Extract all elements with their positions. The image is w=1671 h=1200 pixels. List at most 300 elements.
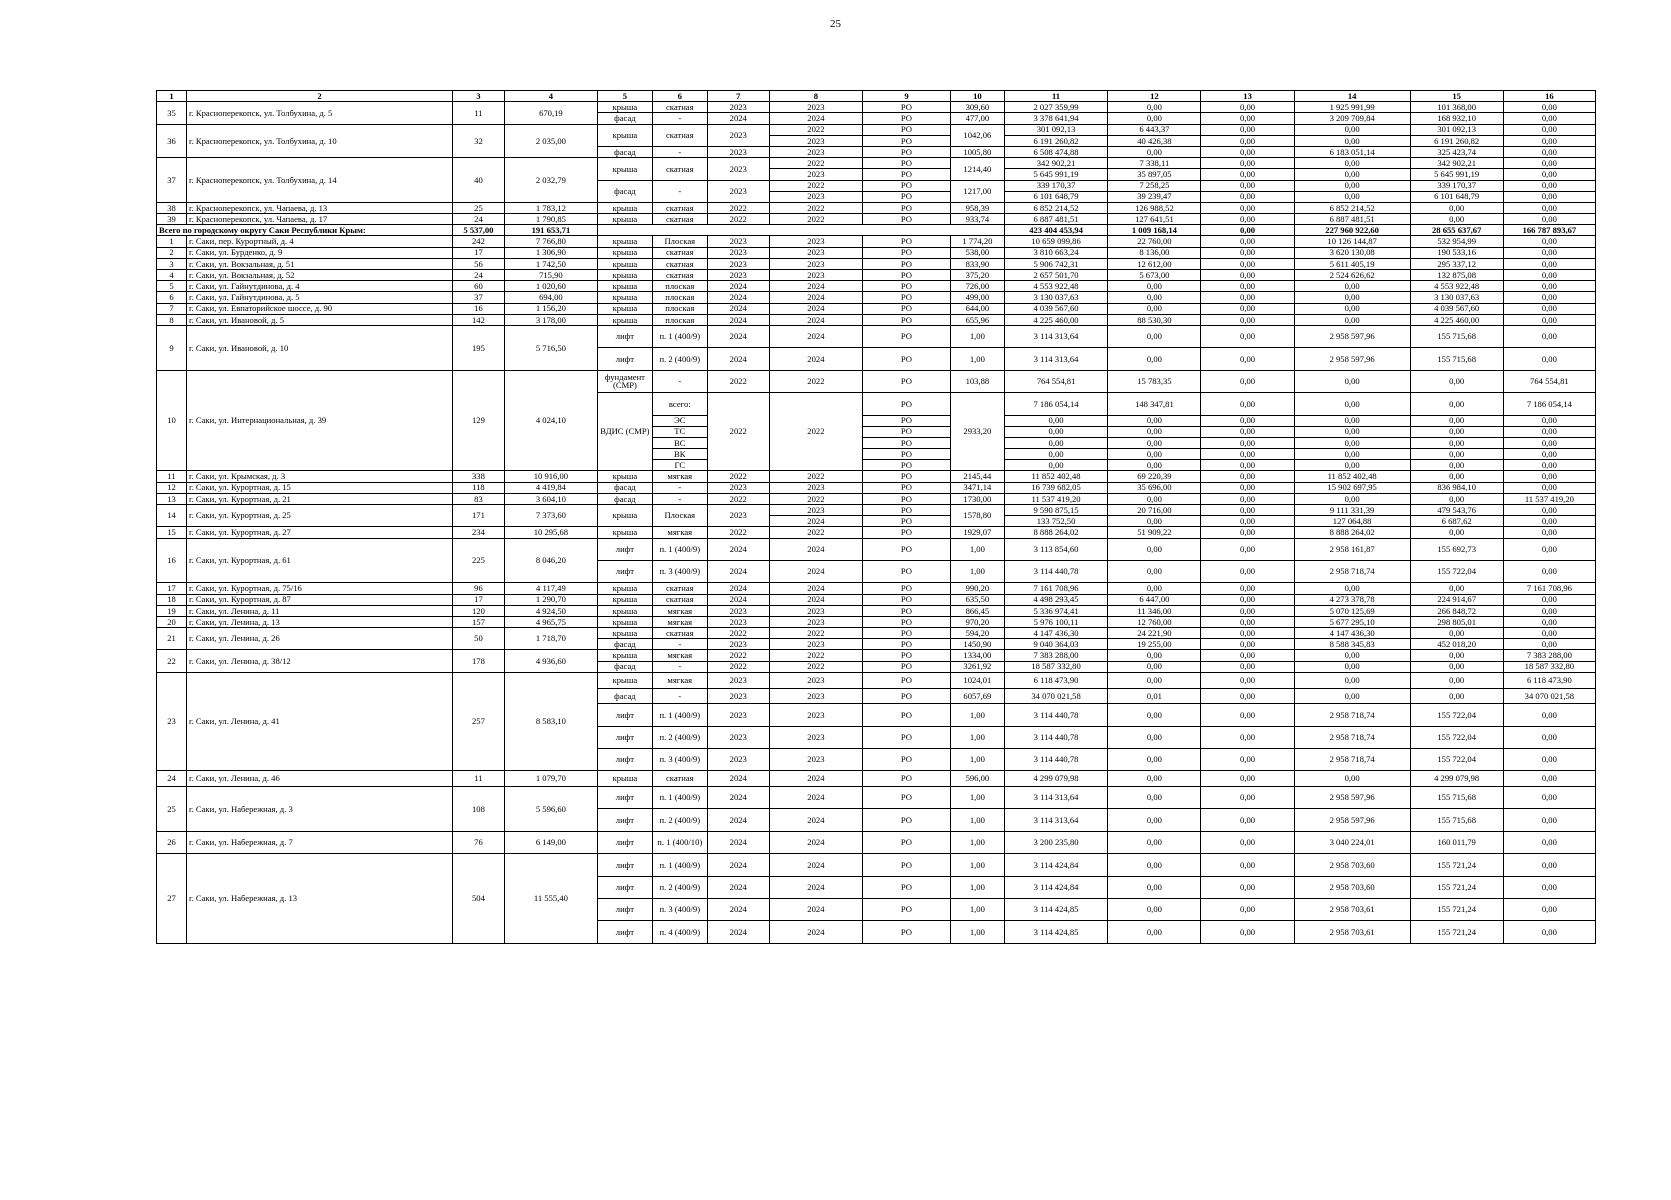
table-cell: 1,00: [950, 876, 1004, 898]
address-cell: г. Саки, ул. Ленина, д. 13: [187, 616, 453, 627]
address-cell: г. Саки, пер. Курортный, д. 4: [187, 236, 453, 247]
table-cell: 4 299 079,98: [1004, 771, 1108, 787]
table-cell: 3 114 440,78: [1004, 704, 1108, 726]
table-cell: 34 070 021,58: [1503, 688, 1595, 704]
table-cell: 3 114 313,64: [1004, 809, 1108, 831]
table-cell: 39: [157, 214, 187, 225]
table-cell: 0,00: [1503, 124, 1595, 135]
table-cell: 2024: [707, 898, 769, 920]
table-row: [157, 854, 1596, 876]
table-cell: 0,00: [1201, 370, 1294, 392]
table-cell: 166 787 893,67: [1503, 225, 1595, 236]
table-cell: скатная: [652, 102, 707, 113]
table-cell: 2: [157, 247, 187, 258]
table-cell: 38: [157, 202, 187, 213]
table-cell: 0,00: [1004, 415, 1108, 426]
table-row: [157, 771, 1596, 787]
table-cell: 2 958 597,96: [1294, 348, 1410, 370]
table-cell: 15: [157, 527, 187, 538]
table-cell: 3: [157, 258, 187, 269]
address-cell: г. Красноперекопск, ул. Толбухина, д. 14: [187, 158, 453, 203]
address-cell: г. Саки, ул. Курортная, д. 61: [187, 538, 453, 583]
table-cell: РО: [862, 787, 950, 809]
table-row: [157, 214, 1596, 225]
table-cell: 4 147 436,30: [1294, 628, 1410, 639]
table-cell: 5 611 405,19: [1294, 258, 1410, 269]
table-cell: 190 533,16: [1410, 247, 1503, 258]
table-cell: 2024: [769, 292, 862, 303]
table-cell: 171: [453, 505, 505, 527]
table-cell: 1214,40: [950, 158, 1004, 180]
table-cell: 1: [157, 236, 187, 247]
table-cell: скатная: [652, 202, 707, 213]
page-number: 25: [830, 18, 841, 30]
table-cell: 0,00: [1503, 314, 1595, 325]
table-cell: РО: [862, 314, 950, 325]
table-cell: 715,90: [504, 270, 597, 281]
table-cell: 0,00: [1201, 594, 1294, 605]
table-cell: 2024: [769, 538, 862, 560]
table-cell: 1,00: [950, 325, 1004, 347]
table-cell: РО: [862, 146, 950, 157]
table-cell: 5 976 100,11: [1004, 616, 1108, 627]
address-cell: г. Саки, ул. Набережная, д. 3: [187, 787, 453, 832]
table-cell: РО: [862, 493, 950, 504]
table-cell: 0,00: [1108, 898, 1201, 920]
table-cell: ТС: [652, 426, 707, 437]
table-cell: 2023: [707, 688, 769, 704]
table-row: [157, 605, 1596, 616]
table-cell: 339 170,37: [1004, 180, 1108, 191]
table-cell: 2022: [707, 202, 769, 213]
table-cell: скатная: [652, 771, 707, 787]
table-cell: 0,00: [1108, 672, 1201, 688]
table-cell: 2023: [707, 158, 769, 180]
table-cell: 17: [453, 247, 505, 258]
table-cell: 0,00: [1503, 214, 1595, 225]
table-cell: 2022: [707, 370, 769, 392]
table-cell: -: [652, 113, 707, 124]
table-cell: фасад: [597, 493, 652, 504]
table-cell: 13: [157, 493, 187, 504]
address-cell: г. Саки, ул. Интернациональная, д. 39: [187, 370, 453, 471]
table-cell: 655,96: [950, 314, 1004, 325]
table-cell: 25: [453, 202, 505, 213]
table-cell: 0,00: [1294, 303, 1410, 314]
table-cell: 2024: [769, 921, 862, 943]
table-cell: РО: [862, 560, 950, 582]
table-cell: 0,00: [1201, 493, 1294, 504]
table-cell: 5 677 295,10: [1294, 616, 1410, 627]
table-cell: скатная: [652, 258, 707, 269]
table-cell: 19: [157, 605, 187, 616]
table-cell: 155 722,04: [1410, 560, 1503, 582]
table-cell: [597, 225, 1004, 236]
table-cell: 2 958 718,74: [1294, 560, 1410, 582]
table-cell: 452 018,20: [1410, 639, 1503, 650]
table-cell: РО: [862, 628, 950, 639]
table-cell: крыша: [597, 236, 652, 247]
table-cell: 2023: [707, 146, 769, 157]
table-cell: 2024: [769, 281, 862, 292]
table-cell: РО: [862, 809, 950, 831]
table-cell: 0,00: [1503, 594, 1595, 605]
table-cell: 227 960 922,60: [1294, 225, 1410, 236]
table-cell: 0,00: [1004, 449, 1108, 460]
table-cell: 0,00: [1294, 583, 1410, 594]
table-cell: 0,00: [1201, 527, 1294, 538]
table-cell: фасад: [597, 639, 652, 650]
table-cell: 1217,00: [950, 180, 1004, 202]
table-cell: 2023: [707, 748, 769, 770]
table-cell: 1 790,85: [504, 214, 597, 225]
table-cell: 2023: [707, 639, 769, 650]
table-cell: 19 255,00: [1108, 639, 1201, 650]
table-cell: 2022: [769, 661, 862, 672]
table-cell: 0,00: [1201, 639, 1294, 650]
table-cell: 2023: [769, 639, 862, 650]
table-cell: фасад: [597, 482, 652, 493]
table-cell: 2024: [707, 831, 769, 853]
table-cell: 933,74: [950, 214, 1004, 225]
table-cell: РО: [862, 921, 950, 943]
table-cell: 2023: [707, 672, 769, 688]
table-cell: ЭС: [652, 415, 707, 426]
table-cell: 0,00: [1503, 191, 1595, 202]
table-cell: 132 875,08: [1410, 270, 1503, 281]
table-cell: 2023: [769, 616, 862, 627]
table-cell: 7 383 288,00: [1503, 650, 1595, 661]
table-cell: 0,00: [1108, 281, 1201, 292]
table-cell: 2022: [769, 124, 862, 135]
table-cell: 0,00: [1108, 809, 1201, 831]
table-cell: лифт: [597, 325, 652, 347]
table-cell: 2022: [769, 393, 862, 471]
address-cell: г. Саки, ул. Ленина, д. 41: [187, 672, 453, 771]
table-cell: 2 958 718,74: [1294, 704, 1410, 726]
table-cell: 0,00: [1503, 616, 1595, 627]
table-cell: 2024: [707, 594, 769, 605]
table-cell: скатная: [652, 158, 707, 180]
table-cell: 0,00: [1503, 527, 1595, 538]
table-cell: 2022: [769, 370, 862, 392]
table-cell: мягкая: [652, 605, 707, 616]
table-cell: 2024: [707, 325, 769, 347]
table-cell: 644,00: [950, 303, 1004, 314]
table-cell: 0,00: [1201, 348, 1294, 370]
table-cell: 0,00: [1503, 771, 1595, 787]
table-cell: 2024: [707, 876, 769, 898]
table-cell: мягкая: [652, 527, 707, 538]
table-cell: 2024: [769, 831, 862, 853]
table-cell: 11: [453, 102, 505, 124]
table-cell: 0,00: [1201, 876, 1294, 898]
table-cell: 764 554,81: [1503, 370, 1595, 392]
table-cell: 6 887 481,51: [1294, 214, 1410, 225]
table-cell: 2023: [707, 270, 769, 281]
table-cell: 0,00: [1108, 560, 1201, 582]
table-cell: 0,00: [1503, 460, 1595, 471]
table-cell: 0,00: [1503, 605, 1595, 616]
table-cell: РО: [862, 538, 950, 560]
table-cell: 83: [453, 493, 505, 504]
table-cell: 1,00: [950, 704, 1004, 726]
table-cell: 56: [453, 258, 505, 269]
table-cell: 301 092,13: [1004, 124, 1108, 135]
table-cell: РО: [862, 704, 950, 726]
table-cell: 1,00: [950, 921, 1004, 943]
table-cell: 339 170,37: [1410, 180, 1503, 191]
table-cell: 155 692,73: [1410, 538, 1503, 560]
table-cell: РО: [862, 898, 950, 920]
table-cell: РО: [862, 325, 950, 347]
address-cell: Всего по городскому округу Саки Республики Крым:: [157, 225, 453, 236]
table-cell: 596,00: [950, 771, 1004, 787]
table-cell: 2145,44: [950, 471, 1004, 482]
table-cell: п. 1 (400/9): [652, 325, 707, 347]
table-cell: 24: [453, 270, 505, 281]
table-row: [157, 281, 1596, 292]
table-cell: 0,00: [1503, 516, 1595, 527]
table-cell: 22 760,00: [1108, 236, 1201, 247]
table-cell: 157: [453, 616, 505, 627]
table-cell: 0,00: [1201, 628, 1294, 639]
table-row: [157, 370, 1596, 392]
table-cell: 23: [157, 672, 187, 771]
table-cell: 0,00: [1108, 538, 1201, 560]
table-cell: 15 783,35: [1108, 370, 1201, 392]
table-cell: РО: [862, 247, 950, 258]
table-cell: -: [652, 146, 707, 157]
table-cell: 2024: [707, 787, 769, 809]
table-cell: лифт: [597, 787, 652, 809]
table-cell: 1 020,60: [504, 281, 597, 292]
header-cell: 11: [1004, 91, 1108, 102]
table-cell: 0,00: [1410, 393, 1503, 415]
table-row: [157, 672, 1596, 688]
table-cell: 15 902 697,95: [1294, 482, 1410, 493]
table-cell: плоская: [652, 292, 707, 303]
table-cell: РО: [862, 214, 950, 225]
table-cell: 0,00: [1294, 370, 1410, 392]
table-cell: 2022: [769, 202, 862, 213]
table-cell: крыша: [597, 505, 652, 527]
table-cell: 0,00: [1201, 704, 1294, 726]
address-cell: г. Саки, ул. Ленина, д. 46: [187, 771, 453, 787]
table-cell: 37: [453, 292, 505, 303]
table-cell: 7 186 054,14: [1503, 393, 1595, 415]
table-cell: 12 612,00: [1108, 258, 1201, 269]
table-cell: 3 114 313,64: [1004, 348, 1108, 370]
table-cell: 3 114 440,78: [1004, 748, 1108, 770]
table-cell: 325 423,74: [1410, 146, 1503, 157]
table-cell: 0,00: [1108, 787, 1201, 809]
table-cell: РО: [862, 831, 950, 853]
table-row: [157, 102, 1596, 113]
table-cell: 0,00: [1503, 292, 1595, 303]
table-cell: 0,00: [1201, 482, 1294, 493]
table-cell: фундамент (СМР): [597, 370, 652, 392]
table-cell: крыша: [597, 214, 652, 225]
table-cell: 39 239,47: [1108, 191, 1201, 202]
table-cell: 0,00: [1108, 348, 1201, 370]
table-cell: 0,00: [1201, 202, 1294, 213]
table-cell: 11 852 402,48: [1004, 471, 1108, 482]
table-cell: 0,00: [1410, 471, 1503, 482]
table-cell: 0,00: [1201, 314, 1294, 325]
table-cell: 2024: [707, 854, 769, 876]
table-cell: 2024: [707, 809, 769, 831]
table-cell: 4 024,10: [504, 370, 597, 471]
table-row: [157, 258, 1596, 269]
table-cell: 2024: [769, 560, 862, 582]
table-cell: 0,00: [1503, 876, 1595, 898]
table-cell: 2023: [707, 247, 769, 258]
table-cell: 0,00: [1108, 831, 1201, 853]
table-cell: 2024: [769, 854, 862, 876]
table-cell: 2022: [707, 214, 769, 225]
table-cell: 5 070 125,69: [1294, 605, 1410, 616]
table-cell: крыша: [597, 102, 652, 113]
table-cell: 11 555,40: [504, 854, 597, 944]
table-cell: мягкая: [652, 672, 707, 688]
table-cell: крыша: [597, 314, 652, 325]
table-cell: 0,00: [1201, 236, 1294, 247]
table-cell: 126 988,52: [1108, 202, 1201, 213]
table-cell: 4 225 460,00: [1004, 314, 1108, 325]
table-cell: 342 902,21: [1004, 158, 1108, 169]
table-cell: 16: [453, 303, 505, 314]
table-cell: 0,00: [1294, 672, 1410, 688]
header-cell: 12: [1108, 91, 1201, 102]
table-cell: 2023: [769, 726, 862, 748]
table-cell: 298 805,01: [1410, 616, 1503, 627]
table-cell: 0,00: [1201, 672, 1294, 688]
table-cell: п. 3 (400/9): [652, 898, 707, 920]
table-cell: 6 101 648,79: [1410, 191, 1503, 202]
table-cell: 2023: [769, 505, 862, 516]
table-cell: 504: [453, 854, 505, 944]
table-cell: лифт: [597, 704, 652, 726]
table-row: [157, 236, 1596, 247]
table-cell: РО: [862, 158, 950, 169]
table-cell: 4 117,49: [504, 583, 597, 594]
table-cell: 0,00: [1410, 583, 1503, 594]
table-cell: 0,00: [1503, 898, 1595, 920]
table-cell: 0,00: [1503, 921, 1595, 943]
table-cell: 0,00: [1201, 281, 1294, 292]
table-cell: 2024: [707, 771, 769, 787]
table-cell: крыша: [597, 292, 652, 303]
table-cell: 10 126 144,87: [1294, 236, 1410, 247]
table-cell: 76: [453, 831, 505, 853]
table-cell: 0,00: [1201, 471, 1294, 482]
table-cell: скатная: [652, 583, 707, 594]
table-cell: 2022: [707, 661, 769, 672]
table-cell: 2024: [707, 921, 769, 943]
table-cell: 2023: [707, 180, 769, 202]
table-cell: 3 114 440,78: [1004, 726, 1108, 748]
table-cell: 0,00: [1004, 460, 1108, 471]
table-cell: 726,00: [950, 281, 1004, 292]
table-cell: 16 739 682,05: [1004, 482, 1108, 493]
table-cell: 8: [157, 314, 187, 325]
table-cell: 0,00: [1108, 748, 1201, 770]
table-row: [157, 831, 1596, 853]
table-cell: 2023: [707, 616, 769, 627]
table-cell: 11: [453, 771, 505, 787]
table-cell: 11 852 402,48: [1294, 471, 1410, 482]
table-cell: 0,00: [1410, 628, 1503, 639]
table-cell: 2023: [769, 102, 862, 113]
table-cell: 2023: [707, 258, 769, 269]
table-cell: 0,00: [1294, 292, 1410, 303]
table-cell: 6 887 481,51: [1004, 214, 1108, 225]
table-cell: 5 673,00: [1108, 270, 1201, 281]
table-cell: 24: [157, 771, 187, 787]
table-cell: 7 383 288,00: [1004, 650, 1108, 661]
table-cell: 0,00: [1503, 325, 1595, 347]
table-cell: 0,00: [1503, 560, 1595, 582]
table-cell: 18 587 332,80: [1503, 661, 1595, 672]
table-cell: крыша: [597, 471, 652, 482]
table-cell: РО: [862, 303, 950, 314]
table-cell: крыша: [597, 650, 652, 661]
table-cell: 2022: [707, 393, 769, 471]
table-cell: 2022: [707, 650, 769, 661]
table-row: [157, 471, 1596, 482]
table-cell: 309,60: [950, 102, 1004, 113]
table-cell: 118: [453, 482, 505, 493]
header-cell: 9: [862, 91, 950, 102]
table-cell: 0,00: [1201, 605, 1294, 616]
table-cell: 0,00: [1108, 704, 1201, 726]
table-cell: крыша: [597, 158, 652, 180]
table-cell: 5 906 742,31: [1004, 258, 1108, 269]
table-cell: 0,00: [1108, 102, 1201, 113]
table-cell: 257: [453, 672, 505, 771]
table-cell: 2 958 703,61: [1294, 898, 1410, 920]
table-cell: 866,45: [950, 605, 1004, 616]
table-cell: 2023: [707, 726, 769, 748]
table-cell: 2023: [769, 258, 862, 269]
table-cell: 0,00: [1201, 538, 1294, 560]
table-cell: 3 114 313,64: [1004, 325, 1108, 347]
table-cell: 0,00: [1294, 415, 1410, 426]
table-cell: 6 118 473,90: [1503, 672, 1595, 688]
table-cell: 0,00: [1294, 688, 1410, 704]
table-cell: крыша: [597, 270, 652, 281]
table-cell: РО: [862, 639, 950, 650]
table-cell: 0,00: [1410, 202, 1503, 213]
table-cell: 5 645 991,19: [1410, 169, 1503, 180]
table-cell: скатная: [652, 594, 707, 605]
table-cell: 35 696,00: [1108, 482, 1201, 493]
table-cell: 234: [453, 527, 505, 538]
table-cell: 40: [453, 158, 505, 203]
table-cell: 3 114 424,85: [1004, 921, 1108, 943]
table-cell: 10 295,68: [504, 527, 597, 538]
table-cell: 538,00: [950, 247, 1004, 258]
table-cell: лифт: [597, 726, 652, 748]
table-cell: 2023: [707, 505, 769, 527]
address-cell: г. Саки, ул. Набережная, д. 7: [187, 831, 453, 853]
table-cell: 0,00: [1201, 258, 1294, 269]
table-cell: 2024: [707, 113, 769, 124]
table-cell: 0,00: [1503, 135, 1595, 146]
table-cell: 2 958 703,60: [1294, 876, 1410, 898]
address-cell: г. Саки, ул. Гайнутдинова, д. 5: [187, 292, 453, 303]
